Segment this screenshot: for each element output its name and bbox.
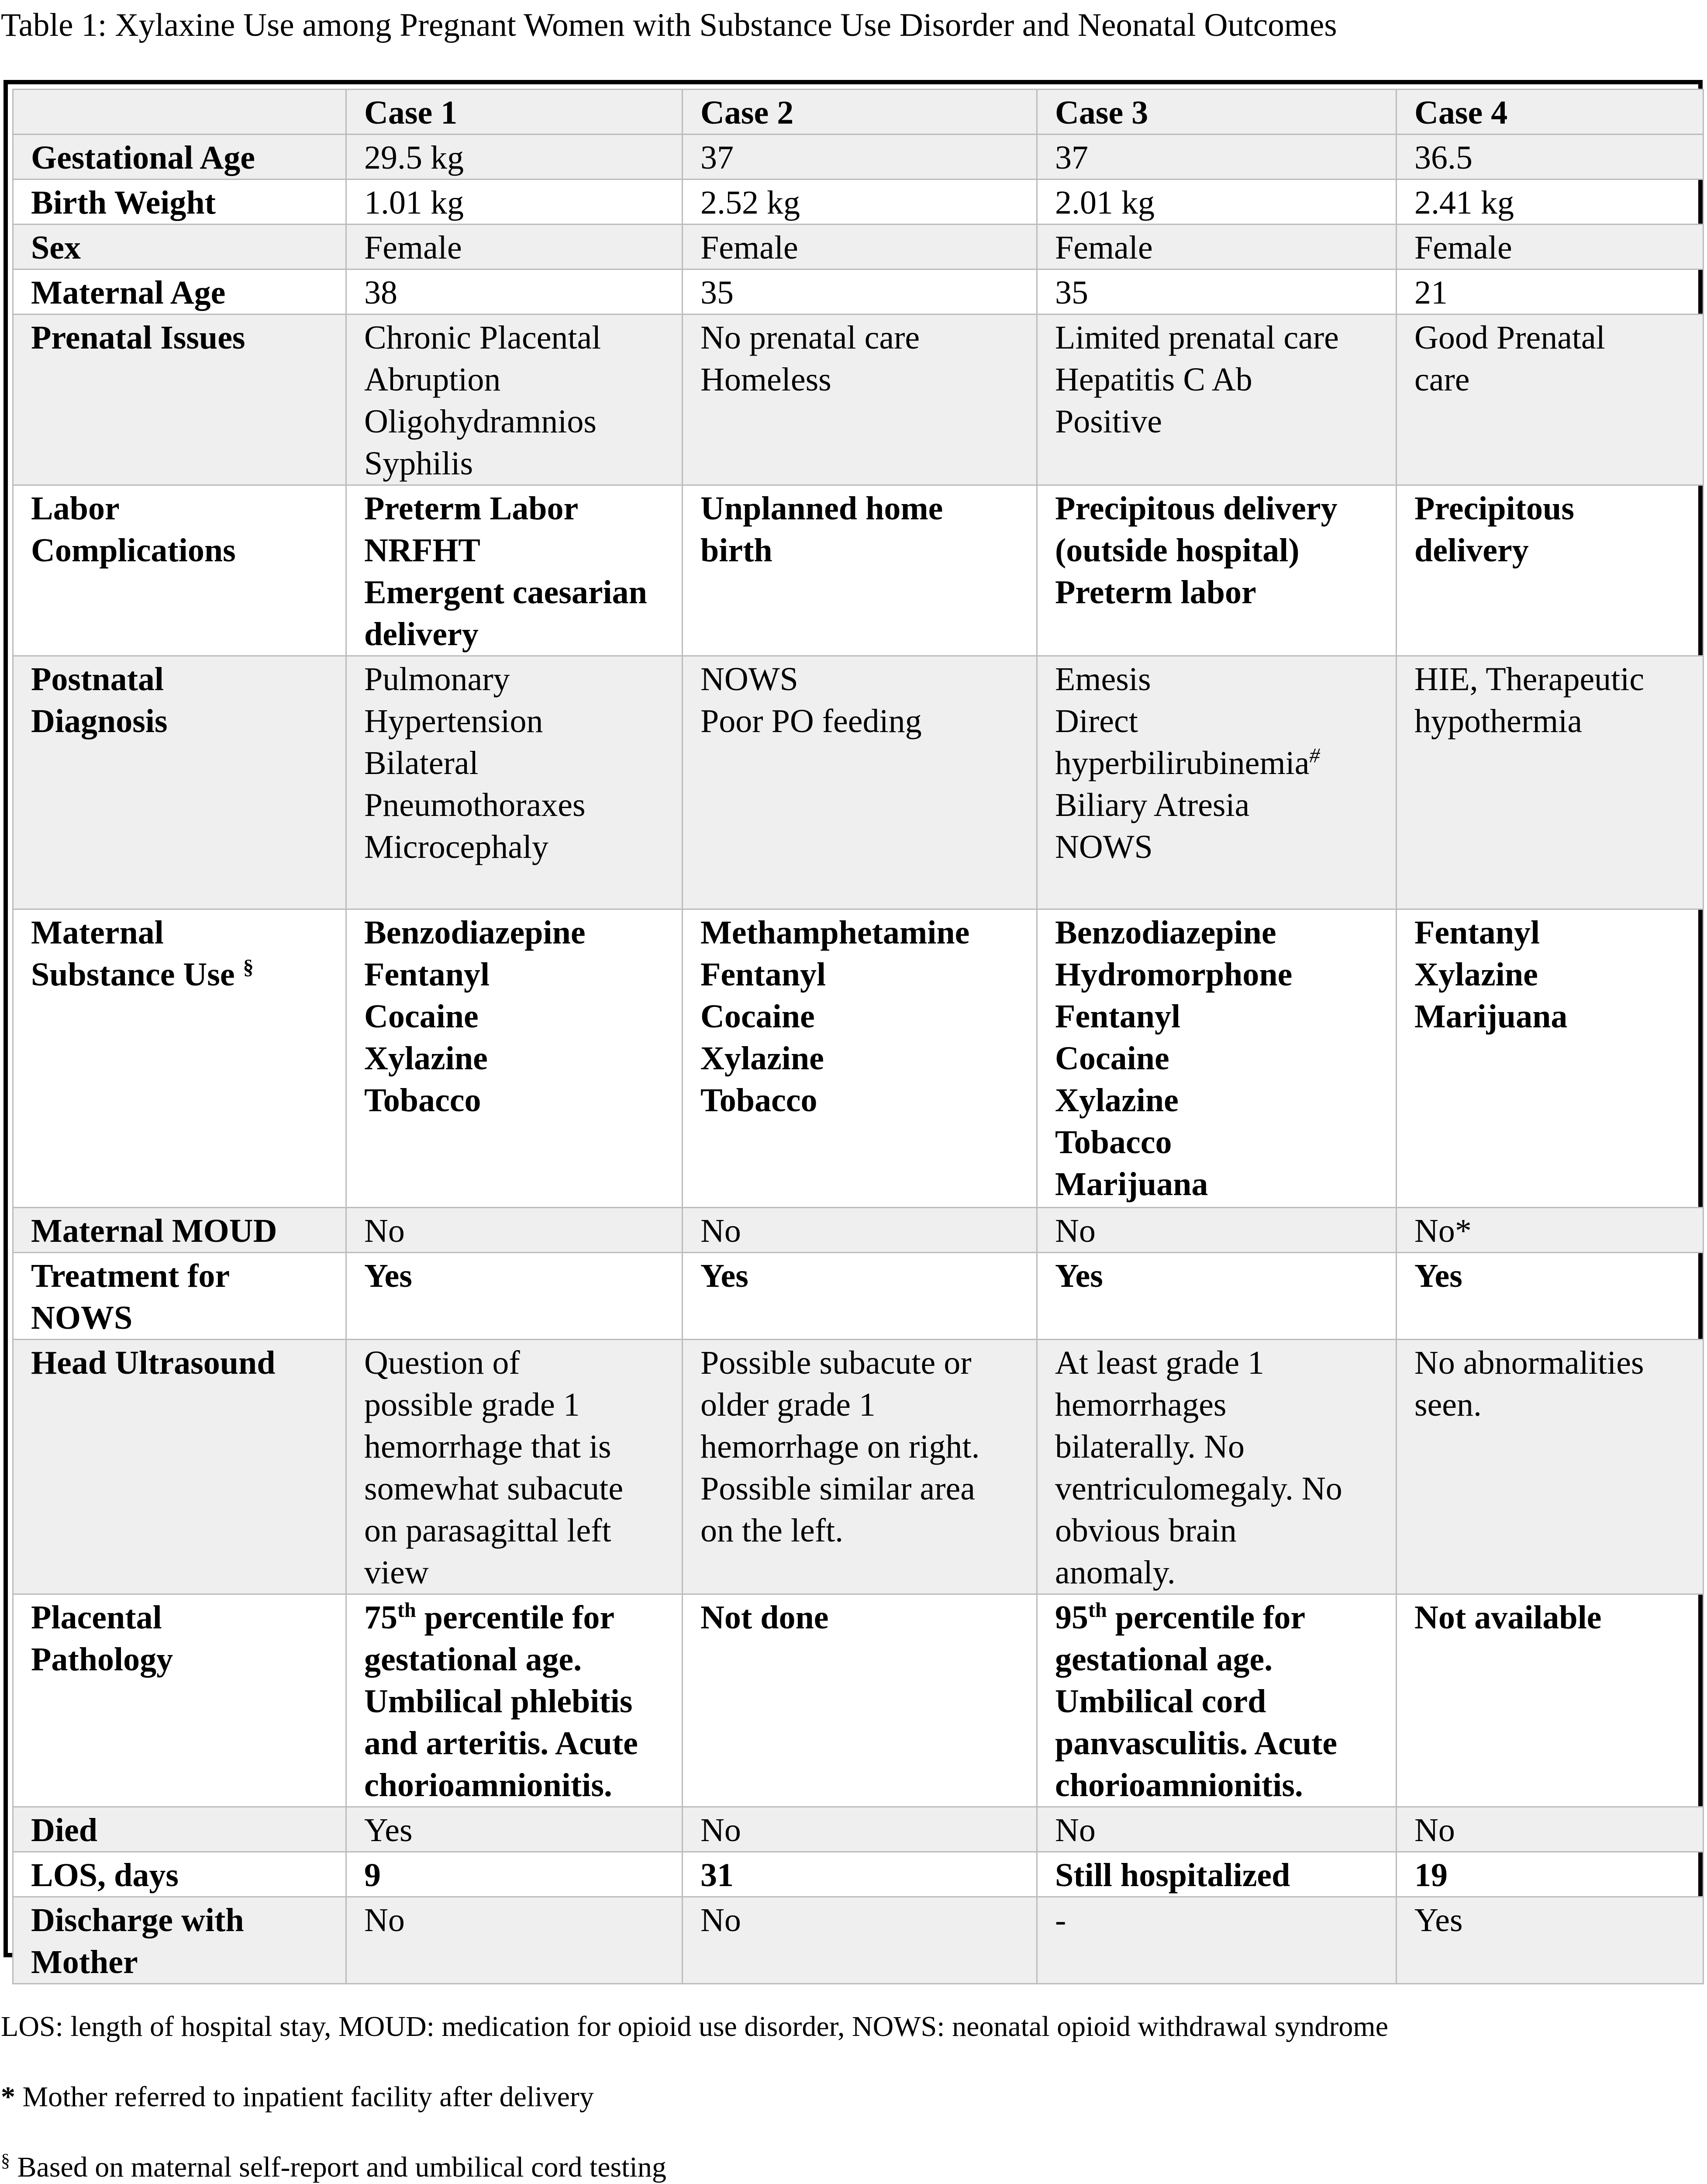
cell-text: 75 bbox=[364, 1599, 397, 1636]
cell-text: Emesis Direct hyperbilirubinemia bbox=[1055, 661, 1310, 781]
table-cell: No bbox=[683, 1807, 1037, 1852]
table-cell: Yes bbox=[1397, 1253, 1704, 1340]
table-caption: Table 1: Xylaxine Use among Pregnant Women with Substance Use Disorder and Neonatal Outcomes bbox=[1, 7, 1337, 43]
row-label: Labor Complications bbox=[13, 485, 346, 656]
table-cell bbox=[346, 1594, 683, 1807]
table-cell: Possible subacute or older grade 1 hemorrhage on right. Possible similar area on the left. bbox=[683, 1340, 1037, 1594]
footnote-abbreviations: LOS: length of hospital stay, MOUD: medication for opioid use disorder, NOWS: neonatal opioid withdrawal syndrome bbox=[1, 2011, 1389, 2042]
table-cell: 2.41 kg bbox=[1397, 180, 1704, 225]
row-label: Birth Weight bbox=[13, 180, 346, 225]
row-label: Treatment for NOWS bbox=[13, 1253, 346, 1340]
table-cell: 1.01 kg bbox=[346, 180, 683, 225]
row-died bbox=[13, 1807, 1704, 1852]
footnote-mark: # bbox=[1309, 744, 1320, 767]
table-cell: Female bbox=[1037, 225, 1397, 270]
table-cell: Yes bbox=[346, 1253, 683, 1340]
footnote-asterisk bbox=[1, 2076, 1695, 2118]
row-birth-weight bbox=[13, 180, 1704, 225]
row-gestational-age bbox=[13, 135, 1704, 180]
column-header-case-1: Case 1 bbox=[346, 90, 683, 135]
row-label: Maternal Age bbox=[13, 270, 346, 314]
table-cell: Yes bbox=[1397, 1897, 1704, 1984]
table-cell bbox=[1037, 656, 1397, 909]
row-maternal-moud bbox=[13, 1208, 1704, 1253]
table-cell: Still hospitalized bbox=[1037, 1852, 1397, 1897]
row-label: Placental Pathology bbox=[13, 1594, 346, 1807]
row-label-text: Maternal Substance Use bbox=[31, 914, 235, 993]
table-cell: Limited prenatal care Hepatitis C Ab Positive bbox=[1037, 314, 1397, 485]
table-cell: 31 bbox=[683, 1852, 1037, 1897]
table-cell: Female bbox=[1397, 225, 1704, 270]
table-cell: Female bbox=[346, 225, 683, 270]
table-cell: 35 bbox=[1037, 270, 1397, 314]
table-cell: 9 bbox=[346, 1852, 683, 1897]
table-cell: 19 bbox=[1397, 1852, 1704, 1897]
table-cell: 37 bbox=[683, 135, 1037, 180]
row-label: Discharge with Mother bbox=[13, 1897, 346, 1984]
cell-text: 95 bbox=[1055, 1599, 1088, 1636]
table-cell: Methamphetamine Fentanyl Cocaine Xylazine Tobacco bbox=[683, 909, 1037, 1208]
row-sex bbox=[13, 225, 1704, 270]
footnote-mark: § bbox=[1, 2151, 10, 2171]
header-row bbox=[13, 90, 1704, 135]
column-header-case-4: Case 4 bbox=[1397, 90, 1704, 135]
row-label: Gestational Age bbox=[13, 135, 346, 180]
table-frame bbox=[3, 80, 1703, 1980]
table-cell: No bbox=[683, 1208, 1037, 1253]
table-cell: No abnormalities seen. bbox=[1397, 1340, 1704, 1594]
row-label: Head Ultrasound bbox=[13, 1340, 346, 1594]
table-cell: - bbox=[1037, 1897, 1397, 1984]
table-cell: Not done bbox=[683, 1594, 1037, 1807]
table-cell: No bbox=[1037, 1807, 1397, 1852]
table-cell: 21 bbox=[1397, 270, 1704, 314]
table-cell bbox=[1037, 1594, 1397, 1807]
footnote-mark: § bbox=[243, 955, 254, 979]
table-cell: Yes bbox=[346, 1807, 683, 1852]
table-cell: Fentanyl Xylazine Marijuana bbox=[1397, 909, 1704, 1208]
table-cell: No* bbox=[1397, 1208, 1704, 1253]
ordinal-suffix: th bbox=[397, 1598, 416, 1622]
table-cell: No bbox=[346, 1897, 683, 1984]
table-cell: Female bbox=[683, 225, 1037, 270]
table-cell: At least grade 1 hemorrhages bilaterally. No ventriculomegaly. No obvious brain anomaly. bbox=[1037, 1340, 1397, 1594]
row-label: Died bbox=[13, 1807, 346, 1852]
table-cell: 35 bbox=[683, 270, 1037, 314]
cell-text: percentile for gestational age. Umbilical phlebitis and arteritis. Acute chorioamnionitis. bbox=[364, 1599, 638, 1804]
row-prenatal-issues bbox=[13, 314, 1704, 485]
table-cell: Preterm Labor NRFHT Emergent caesarian delivery bbox=[346, 485, 683, 656]
row-labor-complications bbox=[13, 485, 1704, 656]
table-cell: 2.01 kg bbox=[1037, 180, 1397, 225]
case-table bbox=[12, 89, 1704, 1984]
footnote-text: Based on maternal self-report and umbilical cord testing bbox=[10, 2151, 666, 2183]
column-header-case-2: Case 2 bbox=[683, 90, 1037, 135]
table-cell: Pulmonary Hypertension Bilateral Pneumothoraxes Microcephaly bbox=[346, 656, 683, 909]
table-cell: No bbox=[1397, 1807, 1704, 1852]
table-cell: Chronic Placental Abruption Oligohydramnios Syphilis bbox=[346, 314, 683, 485]
table-cell: Good Prenatal care bbox=[1397, 314, 1704, 485]
row-placental-pathology bbox=[13, 1594, 1704, 1807]
table-cell: Not available bbox=[1397, 1594, 1704, 1807]
row-label: LOS, days bbox=[13, 1852, 346, 1897]
table-cell: HIE, Therapeutic hypothermia bbox=[1397, 656, 1704, 909]
table-cell: Precipitous delivery (outside hospital) Preterm labor bbox=[1037, 485, 1397, 656]
table-cell: 36.5 bbox=[1397, 135, 1704, 180]
table-cell: No bbox=[683, 1897, 1037, 1984]
table-cell: NOWS Poor PO feeding bbox=[683, 656, 1037, 909]
row-label: Sex bbox=[13, 225, 346, 270]
row-maternal-age bbox=[13, 270, 1704, 314]
ordinal-suffix: th bbox=[1088, 1598, 1107, 1622]
table-cell: No prenatal care Homeless bbox=[683, 314, 1037, 485]
corner-cell bbox=[13, 90, 346, 135]
row-head-ultrasound bbox=[13, 1340, 1704, 1594]
footnote-section bbox=[1, 2146, 1695, 2184]
row-postnatal-diagnosis bbox=[13, 656, 1704, 909]
row-label: Maternal MOUD bbox=[13, 1208, 346, 1253]
cell-text: Biliary Atresia NOWS bbox=[1055, 787, 1250, 865]
row-label: Prenatal Issues bbox=[13, 314, 346, 485]
row-discharge-with-mother bbox=[13, 1897, 1704, 1984]
cell-text: percentile for gestational age. Umbilical cord panvasculitis. Acute chorioamnionitis. bbox=[1055, 1599, 1338, 1804]
table-cell: Yes bbox=[683, 1253, 1037, 1340]
table-cell: Unplanned home birth bbox=[683, 485, 1037, 656]
table-cell: Benzodiazepine Fentanyl Cocaine Xylazine Tobacco bbox=[346, 909, 683, 1208]
table-cell: Yes bbox=[1037, 1253, 1397, 1340]
table-cell: 37 bbox=[1037, 135, 1397, 180]
table-cell: Benzodiazepine Hydromorphone Fentanyl Cocaine Xylazine Tobacco Marijuana bbox=[1037, 909, 1397, 1208]
row-label bbox=[13, 909, 346, 1208]
table-cell: 38 bbox=[346, 270, 683, 314]
table-cell: No bbox=[1037, 1208, 1397, 1253]
row-maternal-substance-use bbox=[13, 909, 1704, 1208]
table-cell: Question of possible grade 1 hemorrhage that is somewhat subacute on parasagittal left view bbox=[346, 1340, 683, 1594]
footnotes bbox=[1, 2006, 1695, 2184]
table-cell: 2.52 kg bbox=[683, 180, 1037, 225]
row-treatment-nows bbox=[13, 1253, 1704, 1340]
column-header-case-3: Case 3 bbox=[1037, 90, 1397, 135]
row-label: Postnatal Diagnosis bbox=[13, 656, 346, 909]
footnote-mark: * bbox=[1, 2081, 15, 2113]
footnote-text: Mother referred to inpatient facility after delivery bbox=[15, 2081, 594, 2113]
table-cell: Precipitous delivery bbox=[1397, 485, 1704, 656]
table-cell: 29.5 kg bbox=[346, 135, 683, 180]
row-los-days bbox=[13, 1852, 1704, 1897]
table-cell: No bbox=[346, 1208, 683, 1253]
